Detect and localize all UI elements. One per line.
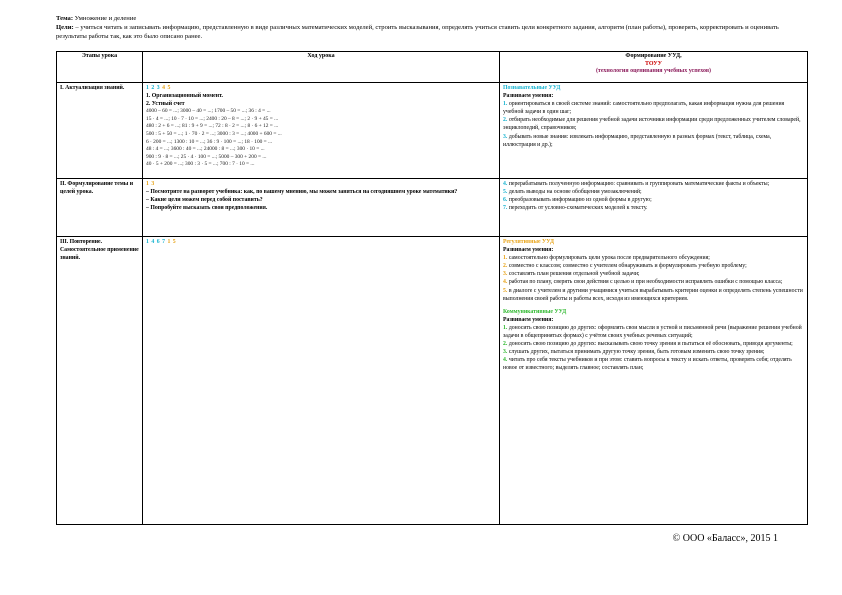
com-item xyxy=(503,324,804,340)
digit-marker: 1 xyxy=(146,85,149,91)
com-text: доносить свою позицию до других: высказывать свою точку зрения и пытаться её обосновать, приводя аргументы; xyxy=(508,341,793,348)
digit-markers xyxy=(146,180,496,188)
stage-cell: I. Актуализация знаний. xyxy=(57,83,143,179)
com-item xyxy=(503,356,804,372)
question-line: – Попробуйте высказать свои предположения. xyxy=(146,205,268,212)
digit-marker: 4 xyxy=(151,239,155,245)
digit-marker: 3 xyxy=(156,85,160,91)
digit-marker: 6 xyxy=(156,239,160,245)
topic-line xyxy=(56,14,786,23)
com-item xyxy=(503,348,804,356)
reg-text: совместно с классом; совместно с учителем обнаруживать и формулировать учебную проблему; xyxy=(508,263,747,270)
topic-text: Умножение и деление xyxy=(74,15,137,22)
header-uud-line1: Формирование УУД, xyxy=(625,53,682,59)
digit-marker: 5 xyxy=(172,239,176,245)
uud-text: преобразовывать информацию из одной формы в другую; xyxy=(508,197,652,204)
copyright-footer: © ООО «Баласс», 2015 1 xyxy=(672,533,778,544)
question-line: – Посмотрите на разворот учебника: как, по вашему мнению, мы можем заняться на сегодняшнем уроке математики? xyxy=(146,189,458,196)
digit-marker: 4 xyxy=(162,85,165,91)
item-org-moment: 1. Организационный момент. xyxy=(146,93,223,100)
digit-marker: 5 xyxy=(167,85,171,91)
reg-item xyxy=(503,262,804,270)
com-num: 4. xyxy=(503,357,508,364)
progress-cell xyxy=(143,179,500,237)
calc-line: 40 · 5 + 200 = ...; 300 : 3 · 5 = ...; 700 : 7 · 10 = ... xyxy=(146,161,255,168)
calc-line: 48 : 4 = ...; 3600 : 40 = ...; 24000 : 8 = ...; 300 · 10 = ... xyxy=(146,146,265,153)
com-text: слушать других, пытаться принимать другую точку зрения, быть готовым изменить свою точку зрения; xyxy=(508,349,765,356)
uud-subtitle: Развиваем умения: xyxy=(503,93,554,100)
uud-text: отбирать необходимые для решения учебной задачи источники информации среди предложенных учителем словарей, энциклопедий, справочников; xyxy=(503,117,801,132)
progress-cell xyxy=(143,237,500,525)
goals-label: Цели: xyxy=(56,24,74,31)
table-row xyxy=(57,83,808,179)
table-row xyxy=(57,237,808,525)
uud-item xyxy=(503,116,804,132)
reg-text: самостоятельно формулировать цели урока после предварительного обсуждения; xyxy=(508,255,710,262)
reg-item xyxy=(503,270,804,278)
uud-num: 1. xyxy=(503,101,508,108)
com-text: доносить свою позицию до других: оформлять свои мысли в устной и письменной речи (выражение решения учебной задачи в общепринятых формах) с учётом своих учебных речевых ситуаций; xyxy=(503,324,802,340)
uud-item xyxy=(503,196,804,204)
uud-text: переходить от условно-схематических моделей к тексту. xyxy=(508,205,648,212)
com-num: 2. xyxy=(503,341,508,348)
com-item xyxy=(503,340,804,348)
table-header-row xyxy=(57,52,808,83)
uud-item xyxy=(503,180,804,188)
uud-num: 2. xyxy=(503,117,508,124)
uud-title: Познавательные УУД xyxy=(503,85,561,91)
uud-num: 7. xyxy=(503,205,508,212)
digit-marker: 3 xyxy=(151,181,155,187)
uud-cell xyxy=(500,83,808,179)
reg-num: 4. xyxy=(503,279,508,286)
com-num: 3. xyxy=(503,349,508,356)
uud-text: перерабатывать полученную информацию: сравнивать и группировать математические факты и объекты; xyxy=(508,181,770,187)
header-uud-line2: ТОУУ xyxy=(644,60,663,67)
reg-num: 1. xyxy=(503,255,508,262)
calc-line: 4000 – 60 = ...; 3000 – 40 = ...; 1700 – 50 = ...; 36 : 4 = ... xyxy=(146,108,271,115)
reg-text: составлять план решения отдельной учебной задачи; xyxy=(508,271,640,278)
reg-text: в диалоге с учителем и другими учащимися учиться вырабатывать критерии оценки и определять степень успешности выполнения своей работы и работы всех, исходя из имеющихся критериев. xyxy=(503,287,803,302)
reg-text: работая по плану, сверять свои действия с целью и при необходимости исправлять ошибки с помощью класса; xyxy=(508,279,783,286)
uud-text: ориентироваться в своей системе знаний: самостоятельно предполагать, какая информация нужна для решения учебной задачи в один шаг; xyxy=(503,101,785,116)
digit-marker: 1 xyxy=(146,181,149,187)
uud-num: 3. xyxy=(503,133,508,140)
item-oral-count: 2. Устный счет xyxy=(146,101,185,108)
table-row xyxy=(57,179,808,237)
lesson-table xyxy=(56,51,808,525)
goals-line xyxy=(56,23,786,41)
calc-line: 6 · 200 = ...; 1300 : 10 = ...; 36 : 9 · 100 = ...; 18 · 100 = ... xyxy=(146,138,273,145)
uud-text: делать выводы на основе обобщения умозаключений; xyxy=(508,189,642,196)
reg-num: 5. xyxy=(503,287,508,294)
uud-num: 5. xyxy=(503,189,508,196)
calc-line: 480 : 2 + 6 = ...; 81 : 9 + 9 = ...; 72 : 8 · 2 = ...; 8 · 6 + 12 = ... xyxy=(146,123,279,130)
reg-num: 3. xyxy=(503,271,508,278)
calc-line: 15 · 4 = ...; 10 · 7 · 10 = ...; 2400 : 20 – 8 = ...; 2 · 9 + 45 = ... xyxy=(146,115,279,122)
digit-marker: 1 xyxy=(167,239,171,245)
progress-cell xyxy=(143,83,500,179)
uud-cell xyxy=(500,237,808,525)
calc-line: 500 : 5 + 50 = ...; 1 · 70 · 2 = ...; 3000 : 3 = ...; 4000 + 600 = ... xyxy=(146,131,282,138)
com-subtitle: Развиваем умения: xyxy=(503,316,554,323)
reg-item xyxy=(503,278,804,286)
reg-title: Регулятивные УУД xyxy=(503,239,554,245)
uud-text: добывать новые знания: извлекать информацию, представленную в разных формах (текст, таблица, схема, иллюстрация и др.); xyxy=(503,133,772,148)
header-uud xyxy=(500,52,808,83)
calc-line: 900 : 9 · 8 = ...; 25 · 4 · 100 = ...; 5000 – 300 + 200 = ... xyxy=(146,153,267,160)
uud-item xyxy=(503,188,804,196)
header-uud-line3: (технология оценивания учебных успехов) xyxy=(595,68,712,74)
stage-cell: II. Формулирование темы и целей урока. xyxy=(57,179,143,237)
digit-marker: 1 xyxy=(146,239,149,245)
uud-cell xyxy=(500,179,808,237)
uud-item xyxy=(503,100,804,116)
reg-item xyxy=(503,254,804,262)
question-line: – Какие цели можем перед собой поставить? xyxy=(146,197,263,204)
stage-cell: III. Повторение. Самостоятельное применение знаний. xyxy=(57,237,143,525)
digit-markers xyxy=(146,238,496,246)
reg-subtitle: Развиваем умения: xyxy=(503,247,554,254)
header-stages: Этапы урока xyxy=(57,52,143,83)
digit-markers xyxy=(146,84,496,92)
digit-marker: 7 xyxy=(162,239,165,245)
uud-num: 6. xyxy=(503,197,508,204)
uud-item xyxy=(503,204,804,212)
calc-block xyxy=(146,108,496,169)
uud-item xyxy=(503,133,804,149)
topic-label: Тема: xyxy=(56,15,74,22)
com-text: читать про себя тексты учебников и при этом: ставить вопросы к тексту и искать ответы, проверять себя; отделять новое от известного; выделять главное; составлять план; xyxy=(503,357,792,372)
document-header xyxy=(56,14,786,41)
header-progress: Ход урока xyxy=(143,52,500,83)
goals-text: – учиться читать и записывать информацию, представленную в виде различных математических моделей, строить высказывания, определять учиться ставить цели конкретного задания, алгоритм (план работы), проверять, корректировать и оценивать результаты работы так, как это было описано ранее. xyxy=(56,24,779,40)
uud-num: 4. xyxy=(503,181,508,187)
digit-marker: 2 xyxy=(151,85,155,91)
com-num: 1. xyxy=(503,324,508,331)
reg-num: 2. xyxy=(503,263,508,270)
com-title: Коммуникативные УУД xyxy=(503,308,567,315)
reg-item xyxy=(503,287,804,303)
